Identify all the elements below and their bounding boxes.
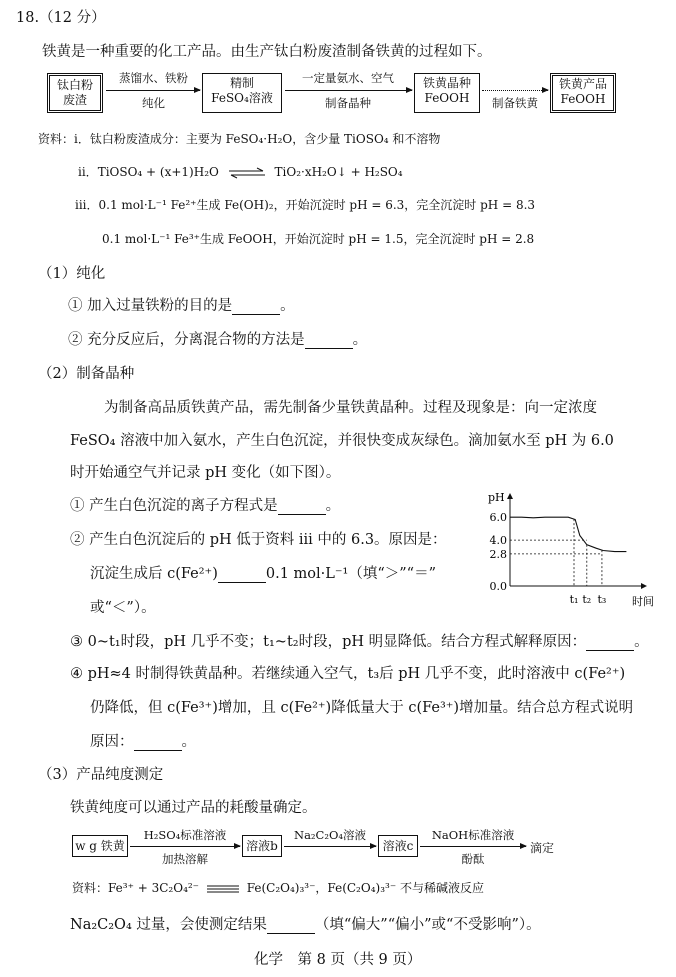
part2-q1 (70, 494, 340, 515)
info-ii-left: TiOSO₄ + (x+1)H₂O (97, 165, 219, 179)
part3-title: （3）产品纯度测定 (38, 767, 164, 783)
flow2-arrow3 (420, 846, 526, 847)
flow2-box-sample: w g 铁黄 (72, 835, 128, 857)
part2-q2b-a: 沉淀生成后 c(Fe²⁺) (90, 566, 218, 582)
answer-blank-3-1[interactable] (267, 917, 315, 934)
part3-info (72, 879, 484, 896)
chart-x-tick-label: t₃ (597, 593, 607, 606)
part2-q4a: ④ pH≈4 时制得铁黄晶种。若继续通入空气，t₃后 pH 几乎不变，此时溶液中 c(Fe²⁺) (70, 666, 626, 682)
page-footer: 化学 第 8 页（共 9 页） (254, 952, 422, 968)
part2-q3-text: ③ 0~t₁时段，pH 几乎不变；t₁~t₂时段，pH 明显降低。结合方程式解释原因： (70, 634, 587, 650)
flow-box-seed (414, 73, 480, 113)
part3-q-b: （填“偏大”“偏小”或“不受影响”）。 (314, 917, 541, 933)
flow2-box-solution-c: 溶液c (378, 835, 418, 857)
flow-box-product (550, 73, 616, 113)
part2-q4c (90, 730, 196, 751)
flow-box-product-l2: FeOOH (560, 92, 606, 106)
part2-para-1: 为制备高品质铁黄产品，需先制备少量铁黄晶种。过程及现象是：向一定浓度 (104, 400, 597, 416)
flow-arrow2-top-label: 一定量氨水、空气 (302, 71, 394, 85)
flow-box-seed-l1: 铁黄晶种 (422, 76, 471, 90)
chart-y-tick-label: 6.0 (489, 511, 507, 525)
answer-blank-2-1[interactable] (278, 498, 326, 515)
part2-q1-text: ① 产生白色沉淀的离子方程式是 (70, 498, 278, 514)
part2-para-3: 时开始通空气并记录 pH 变化（如下图）。 (70, 465, 341, 481)
flow2-arrow3-top-label: NaOH标准溶液 (431, 828, 515, 842)
ph-time-chart (476, 490, 666, 612)
flow2-arrow1-top-label: H₂SO₄标准溶液 (143, 828, 227, 842)
flow-box-feso4-l2: FeSO₄溶液 (211, 91, 273, 105)
part2-q2b-b: 0.1 mol·L⁻¹（填“＞”“＝” (265, 566, 437, 582)
info-ii-label: ii． (78, 165, 98, 179)
chart-x-label: 时间 (632, 595, 654, 608)
intro-text: 铁黄是一种重要的化工产品。由生产钛白粉废渣制备铁黄的过程如下。 (42, 44, 492, 60)
answer-blank-2-2[interactable] (218, 566, 266, 583)
flow-box-seed-l2: FeOOH (424, 91, 470, 105)
info-iii-label: iii． (75, 198, 99, 212)
flow2-box-solution-b: 溶液b (242, 835, 282, 857)
part2-q2c: 或“＜”）。 (90, 600, 156, 616)
part2-q4b: 仍降低，但 c(Fe³⁺)增加，且 c(Fe²⁺)降低量大于 c(Fe³⁺)增加量。结合总方程式说明 (90, 700, 634, 716)
equilibrium-arrow-icon (227, 167, 267, 179)
chart-y-label: pH (488, 491, 505, 504)
question-number (16, 6, 106, 27)
info-label: 资料： (38, 132, 75, 146)
equals-sign-icon (206, 884, 240, 894)
flow-arrow3-bottom-label: 制备铁黄 (492, 96, 538, 110)
answer-blank-1-2[interactable] (305, 332, 353, 349)
info-ii (78, 163, 403, 180)
answer-blank-1-1[interactable] (232, 298, 280, 315)
part1-q1-end: 。 (280, 298, 295, 314)
part3-info-b: Fe(C₂O₄)₃³⁻，Fe(C₂O₄)₃³⁻ 不与稀碱液反应 (246, 881, 484, 895)
info-iii-1 (75, 196, 535, 213)
flow-arrow1 (106, 90, 200, 91)
answer-blank-2-4[interactable] (134, 734, 182, 751)
part3-question (70, 913, 541, 934)
flow2-end-label: 滴定 (530, 841, 555, 855)
part3-para: 铁黄纯度可以通过产品的耗酸量确定。 (70, 800, 317, 816)
part1-q2-text: ② 充分反应后，分离混合物的方法是 (68, 332, 305, 348)
part1-q1 (68, 294, 295, 315)
chart-y-tick-label: 0.0 (489, 580, 507, 593)
part3-q-a: Na₂C₂O₄ 过量，会使测定结果 (70, 917, 267, 933)
flow2-arrow2 (284, 846, 376, 847)
info-iii-1-text: 0.1 mol·L⁻¹ Fe²⁺生成 Fe(OH)₂，开始沉淀时 pH = 6.3，完全沉淀时 pH = 8.3 (98, 198, 536, 212)
part1-q2 (68, 328, 367, 349)
flow-box-waste-l1: 钛白粉 (56, 78, 93, 92)
part1-q2-end: 。 (352, 332, 368, 348)
part2-q4c-end: 。 (181, 734, 196, 750)
info-iii-2: 0.1 mol·L⁻¹ Fe³⁺生成 FeOOH，开始沉淀时 pH = 1.5，完全沉淀时 pH = 2.8 (102, 232, 535, 246)
flow-box-feso4 (202, 73, 282, 113)
part1-q1-text: ① 加入过量铁粉的目的是 (68, 298, 233, 314)
answer-blank-2-3[interactable] (586, 634, 634, 651)
flow2-arrow2-top-label: Na₂C₂O₄溶液 (294, 828, 366, 842)
part2-q1-end: 。 (325, 498, 341, 514)
flow-arrow2 (285, 90, 412, 91)
flow-arrow3 (482, 90, 548, 91)
info-ii-right: TiO₂·xH₂O↓ + H₂SO₄ (274, 165, 403, 179)
part2-para-2: FeSO₄ 溶液中加入氨水，产生白色沉淀，并很快变成灰绿色。滴加氨水至 pH 为 6.0 (70, 433, 614, 449)
part2-q2b (90, 562, 436, 583)
part1-title: （1）纯化 (38, 266, 106, 282)
flow-arrow1-bottom-label: 纯化 (142, 96, 165, 110)
chart-y-tick-label: 2.8 (489, 547, 507, 561)
flow-box-waste (47, 73, 103, 113)
question-score: （12 分） (39, 10, 106, 26)
part2-q3-end: 。 (634, 634, 649, 650)
flow-box-product-l1: 铁黄产品 (558, 77, 607, 91)
info-i-text: i．钛白粉废渣成分：主要为 FeSO₄·H₂O，含少量 TiOSO₄ 和不溶物 (74, 132, 441, 146)
chart-x-tick-label: t₂ (582, 593, 592, 606)
part2-q4c-text: 原因： (90, 734, 134, 750)
chart-series-line (510, 517, 626, 551)
flow2-arrow1 (130, 846, 240, 847)
flow-box-feso4-l1: 精制 (229, 76, 254, 90)
chart-x-tick-label: t₁ (569, 593, 579, 606)
info-i (38, 130, 440, 147)
flow-box-waste-l2: 废渣 (62, 93, 87, 107)
flow2-arrow3-bottom-label: 酚酞 (461, 852, 485, 866)
part2-q3 (70, 630, 649, 651)
question-number-text: 18. (16, 10, 40, 26)
flow2-arrow1-bottom-label: 加热溶解 (162, 852, 208, 866)
flow-arrow2-bottom-label: 制备晶种 (325, 96, 371, 110)
part2-title: （2）制备晶种 (38, 366, 135, 382)
chart-y-tick-label: 4.0 (489, 534, 507, 548)
part2-q2: ② 产生白色沉淀后的 pH 低于资料 iii 中的 6.3。原因是： (70, 532, 447, 548)
flow-arrow1-top-label: 蒸馏水、铁粉 (119, 71, 188, 85)
part3-info-a: 资料：Fe³⁺ + 3C₂O₄²⁻ (72, 881, 200, 895)
